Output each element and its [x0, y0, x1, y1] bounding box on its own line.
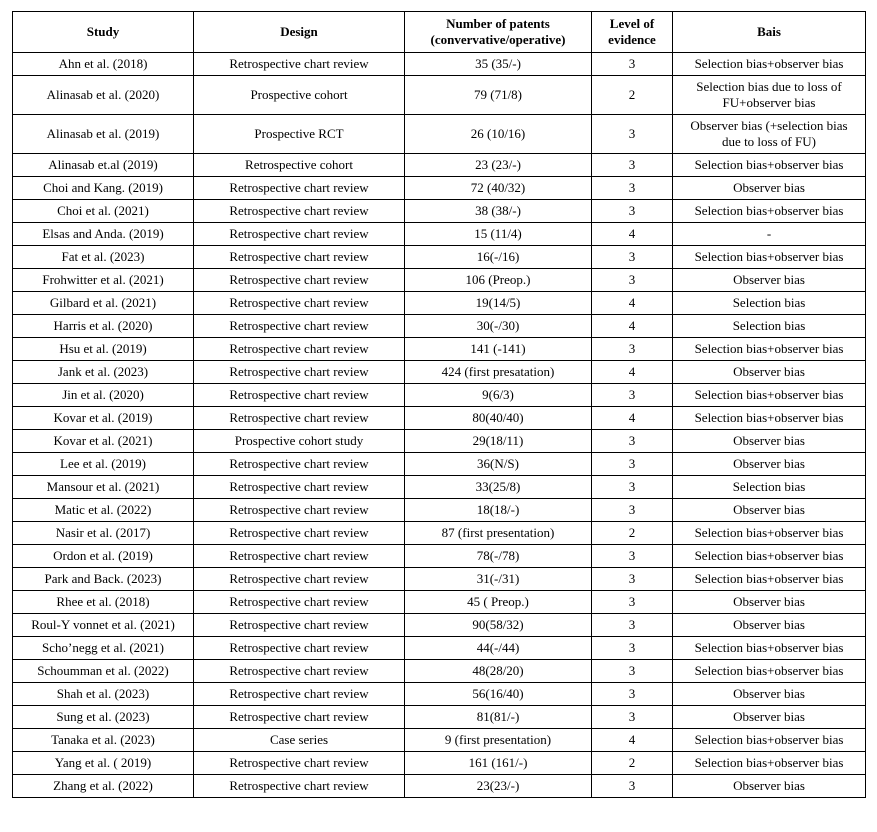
cell-patients: 30(-/30)	[405, 315, 592, 338]
cell-study: Ordon et al. (2019)	[13, 545, 194, 568]
cell-design: Case series	[194, 729, 405, 752]
table-row	[13, 637, 866, 660]
cell-study: Scho’negg et al. (2021)	[13, 637, 194, 660]
table-row	[13, 76, 866, 115]
cell-patients: 56(16/40)	[405, 683, 592, 706]
cell-bias: Observer bias	[673, 430, 866, 453]
cell-design: Retrospective chart review	[194, 545, 405, 568]
cell-level: 3	[592, 338, 673, 361]
cell-patients: 35 (35/-)	[405, 53, 592, 76]
cell-bias: Selection bias+observer bias	[673, 246, 866, 269]
table-row	[13, 476, 866, 499]
cell-study: Tanaka et al. (2023)	[13, 729, 194, 752]
table-row	[13, 660, 866, 683]
cell-level: 2	[592, 752, 673, 775]
cell-study: Hsu et al. (2019)	[13, 338, 194, 361]
cell-level: 3	[592, 269, 673, 292]
cell-bias: Selection bias+observer bias	[673, 545, 866, 568]
cell-design: Retrospective chart review	[194, 568, 405, 591]
header-level	[592, 12, 673, 53]
cell-level: 2	[592, 522, 673, 545]
cell-study: Choi and Kang. (2019)	[13, 177, 194, 200]
cell-study: Shah et al. (2023)	[13, 683, 194, 706]
cell-bias: Selection bias+observer bias	[673, 660, 866, 683]
cell-patients: 80(40/40)	[405, 407, 592, 430]
cell-bias	[673, 115, 866, 154]
cell-level: 4	[592, 223, 673, 246]
cell-design: Retrospective chart review	[194, 53, 405, 76]
cell-study: Jank et al. (2023)	[13, 361, 194, 384]
table-body	[13, 53, 866, 798]
header-bias: Bais	[673, 12, 866, 53]
cell-patients: 45 ( Preop.)	[405, 591, 592, 614]
table-row	[13, 269, 866, 292]
cell-level: 3	[592, 430, 673, 453]
cell-bias: Selection bias+observer bias	[673, 384, 866, 407]
cell-design: Retrospective chart review	[194, 200, 405, 223]
cell-bias: Selection bias+observer bias	[673, 752, 866, 775]
cell-bias: Selection bias+observer bias	[673, 200, 866, 223]
cell-level: 4	[592, 361, 673, 384]
table-row	[13, 499, 866, 522]
cell-bias: Observer bias	[673, 499, 866, 522]
cell-design: Retrospective chart review	[194, 683, 405, 706]
cell-study: Ahn et al. (2018)	[13, 53, 194, 76]
table-row	[13, 53, 866, 76]
cell-patients: 90(58/32)	[405, 614, 592, 637]
table-row	[13, 591, 866, 614]
cell-patients: 23(23/-)	[405, 775, 592, 798]
cell-study: Kovar et al. (2021)	[13, 430, 194, 453]
cell-study: Matic et al. (2022)	[13, 499, 194, 522]
cell-study: Mansour et al. (2021)	[13, 476, 194, 499]
table-row	[13, 522, 866, 545]
cell-bias: Observer bias	[673, 591, 866, 614]
cell-study: Alinasab et al. (2019)	[13, 115, 194, 154]
cell-level: 3	[592, 53, 673, 76]
table-row	[13, 223, 866, 246]
cell-bias	[673, 76, 866, 115]
cell-patients: 31(-/31)	[405, 568, 592, 591]
cell-study: Elsas and Anda. (2019)	[13, 223, 194, 246]
cell-study: Roul-Y vonnet et al. (2021)	[13, 614, 194, 637]
table-row	[13, 752, 866, 775]
cell-patients: 78(-/78)	[405, 545, 592, 568]
table-row	[13, 361, 866, 384]
cell-level: 3	[592, 177, 673, 200]
cell-study: Nasir et al. (2017)	[13, 522, 194, 545]
table-row	[13, 177, 866, 200]
cell-bias: -	[673, 223, 866, 246]
table-row	[13, 430, 866, 453]
cell-bias: Selection bias	[673, 315, 866, 338]
cell-design: Retrospective chart review	[194, 591, 405, 614]
table-row	[13, 338, 866, 361]
table-row	[13, 292, 866, 315]
cell-patients: 38 (38/-)	[405, 200, 592, 223]
cell-design: Prospective cohort study	[194, 430, 405, 453]
cell-design: Retrospective chart review	[194, 292, 405, 315]
cell-design: Prospective RCT	[194, 115, 405, 154]
cell-bias: Observer bias	[673, 706, 866, 729]
table-row	[13, 729, 866, 752]
cell-level: 3	[592, 476, 673, 499]
cell-study: Fat et al. (2023)	[13, 246, 194, 269]
cell-patients: 36(N/S)	[405, 453, 592, 476]
cell-study: Gilbard et al. (2021)	[13, 292, 194, 315]
cell-level: 3	[592, 453, 673, 476]
cell-bias: Observer bias	[673, 683, 866, 706]
cell-bias: Selection bias+observer bias	[673, 729, 866, 752]
header-level-line2: evidence	[608, 32, 656, 47]
cell-level: 4	[592, 407, 673, 430]
cell-bias: Observer bias	[673, 775, 866, 798]
cell-level: 3	[592, 614, 673, 637]
cell-study: Park and Back. (2023)	[13, 568, 194, 591]
cell-design: Retrospective chart review	[194, 407, 405, 430]
cell-patients: 9 (first presentation)	[405, 729, 592, 752]
table-row	[13, 706, 866, 729]
cell-design: Retrospective chart review	[194, 246, 405, 269]
cell-bias: Selection bias+observer bias	[673, 338, 866, 361]
header-design: Design	[194, 12, 405, 53]
cell-study: Alinasab et.al (2019)	[13, 154, 194, 177]
cell-level: 2	[592, 76, 673, 115]
cell-patients: 81(81/-)	[405, 706, 592, 729]
cell-bias: Selection bias+observer bias	[673, 407, 866, 430]
cell-level: 3	[592, 499, 673, 522]
cell-study: Schoumman et al. (2022)	[13, 660, 194, 683]
table-row	[13, 568, 866, 591]
header-patients-line1: Number of patents	[446, 16, 550, 31]
cell-design: Prospective cohort	[194, 76, 405, 115]
cell-bias: Selection bias+observer bias	[673, 568, 866, 591]
table-row	[13, 453, 866, 476]
cell-patients: 19(14/5)	[405, 292, 592, 315]
cell-patients: 72 (40/32)	[405, 177, 592, 200]
cell-study: Kovar et al. (2019)	[13, 407, 194, 430]
cell-patients: 33(25/8)	[405, 476, 592, 499]
cell-bias: Selection bias	[673, 476, 866, 499]
cell-patients: 15 (11/4)	[405, 223, 592, 246]
cell-study: Sung et al. (2023)	[13, 706, 194, 729]
cell-level: 3	[592, 683, 673, 706]
cell-bias-line2: FU+observer bias	[722, 95, 816, 110]
cell-patients: 18(18/-)	[405, 499, 592, 522]
cell-design: Retrospective chart review	[194, 361, 405, 384]
cell-study: Rhee et al. (2018)	[13, 591, 194, 614]
cell-bias: Selection bias+observer bias	[673, 154, 866, 177]
cell-bias-line1: Observer bias (+selection bias	[690, 118, 848, 133]
cell-bias-line2: due to loss of FU)	[722, 134, 816, 149]
table-row	[13, 614, 866, 637]
cell-design: Retrospective chart review	[194, 269, 405, 292]
cell-bias: Observer bias	[673, 177, 866, 200]
cell-design: Retrospective cohort	[194, 154, 405, 177]
cell-study: Alinasab et al. (2020)	[13, 76, 194, 115]
cell-level: 3	[592, 637, 673, 660]
cell-level: 4	[592, 315, 673, 338]
cell-level: 3	[592, 706, 673, 729]
cell-level: 4	[592, 729, 673, 752]
cell-bias: Selection bias	[673, 292, 866, 315]
cell-patients: 23 (23/-)	[405, 154, 592, 177]
table-row	[13, 154, 866, 177]
cell-patients: 79 (71/8)	[405, 76, 592, 115]
cell-level: 3	[592, 660, 673, 683]
header-study: Study	[13, 12, 194, 53]
cell-patients: 48(28/20)	[405, 660, 592, 683]
table-row	[13, 545, 866, 568]
cell-design: Retrospective chart review	[194, 775, 405, 798]
cell-patients: 16(-/16)	[405, 246, 592, 269]
cell-bias-line1: Selection bias due to loss of	[696, 79, 842, 94]
header-patients	[405, 12, 592, 53]
cell-level: 4	[592, 292, 673, 315]
cell-bias: Observer bias	[673, 361, 866, 384]
header-level-line1: Level of	[609, 16, 655, 31]
cell-design: Retrospective chart review	[194, 522, 405, 545]
cell-design: Retrospective chart review	[194, 476, 405, 499]
cell-study: Lee et al. (2019)	[13, 453, 194, 476]
table-row	[13, 775, 866, 798]
table-row	[13, 407, 866, 430]
cell-study: Jin et al. (2020)	[13, 384, 194, 407]
cell-design: Retrospective chart review	[194, 706, 405, 729]
cell-study: Harris et al. (2020)	[13, 315, 194, 338]
cell-study: Zhang et al. (2022)	[13, 775, 194, 798]
cell-level: 3	[592, 246, 673, 269]
table-row	[13, 683, 866, 706]
cell-patients: 424 (first presatation)	[405, 361, 592, 384]
cell-bias: Observer bias	[673, 614, 866, 637]
cell-patients: 161 (161/-)	[405, 752, 592, 775]
table-header	[13, 12, 866, 53]
cell-level: 3	[592, 115, 673, 154]
cell-patients: 141 (-141)	[405, 338, 592, 361]
cell-bias: Selection bias+observer bias	[673, 637, 866, 660]
table-row	[13, 246, 866, 269]
cell-bias: Observer bias	[673, 269, 866, 292]
studies-table	[12, 11, 866, 798]
cell-level: 3	[592, 568, 673, 591]
cell-bias: Selection bias+observer bias	[673, 522, 866, 545]
cell-study: Frohwitter et al. (2021)	[13, 269, 194, 292]
cell-patients: 26 (10/16)	[405, 115, 592, 154]
cell-design: Retrospective chart review	[194, 499, 405, 522]
cell-level: 3	[592, 591, 673, 614]
cell-patients: 87 (first presentation)	[405, 522, 592, 545]
cell-design: Retrospective chart review	[194, 637, 405, 660]
cell-level: 3	[592, 384, 673, 407]
header-patients-line2: (convervative/operative)	[430, 32, 566, 47]
cell-design: Retrospective chart review	[194, 384, 405, 407]
cell-level: 3	[592, 154, 673, 177]
cell-level: 3	[592, 775, 673, 798]
table-row	[13, 315, 866, 338]
cell-level: 3	[592, 545, 673, 568]
cell-study: Yang et al. ( 2019)	[13, 752, 194, 775]
table-row	[13, 384, 866, 407]
cell-patients: 9(6/3)	[405, 384, 592, 407]
cell-design: Retrospective chart review	[194, 614, 405, 637]
cell-study: Choi et al. (2021)	[13, 200, 194, 223]
cell-design: Retrospective chart review	[194, 660, 405, 683]
cell-design: Retrospective chart review	[194, 223, 405, 246]
cell-bias: Observer bias	[673, 453, 866, 476]
cell-patients: 29(18/11)	[405, 430, 592, 453]
cell-patients: 44(-/44)	[405, 637, 592, 660]
cell-patients: 106 (Preop.)	[405, 269, 592, 292]
cell-level: 3	[592, 200, 673, 223]
cell-design: Retrospective chart review	[194, 453, 405, 476]
cell-bias: Selection bias+observer bias	[673, 53, 866, 76]
table-row	[13, 200, 866, 223]
cell-design: Retrospective chart review	[194, 338, 405, 361]
cell-design: Retrospective chart review	[194, 315, 405, 338]
cell-design: Retrospective chart review	[194, 177, 405, 200]
table-row	[13, 115, 866, 154]
header-row	[13, 12, 866, 53]
cell-design: Retrospective chart review	[194, 752, 405, 775]
